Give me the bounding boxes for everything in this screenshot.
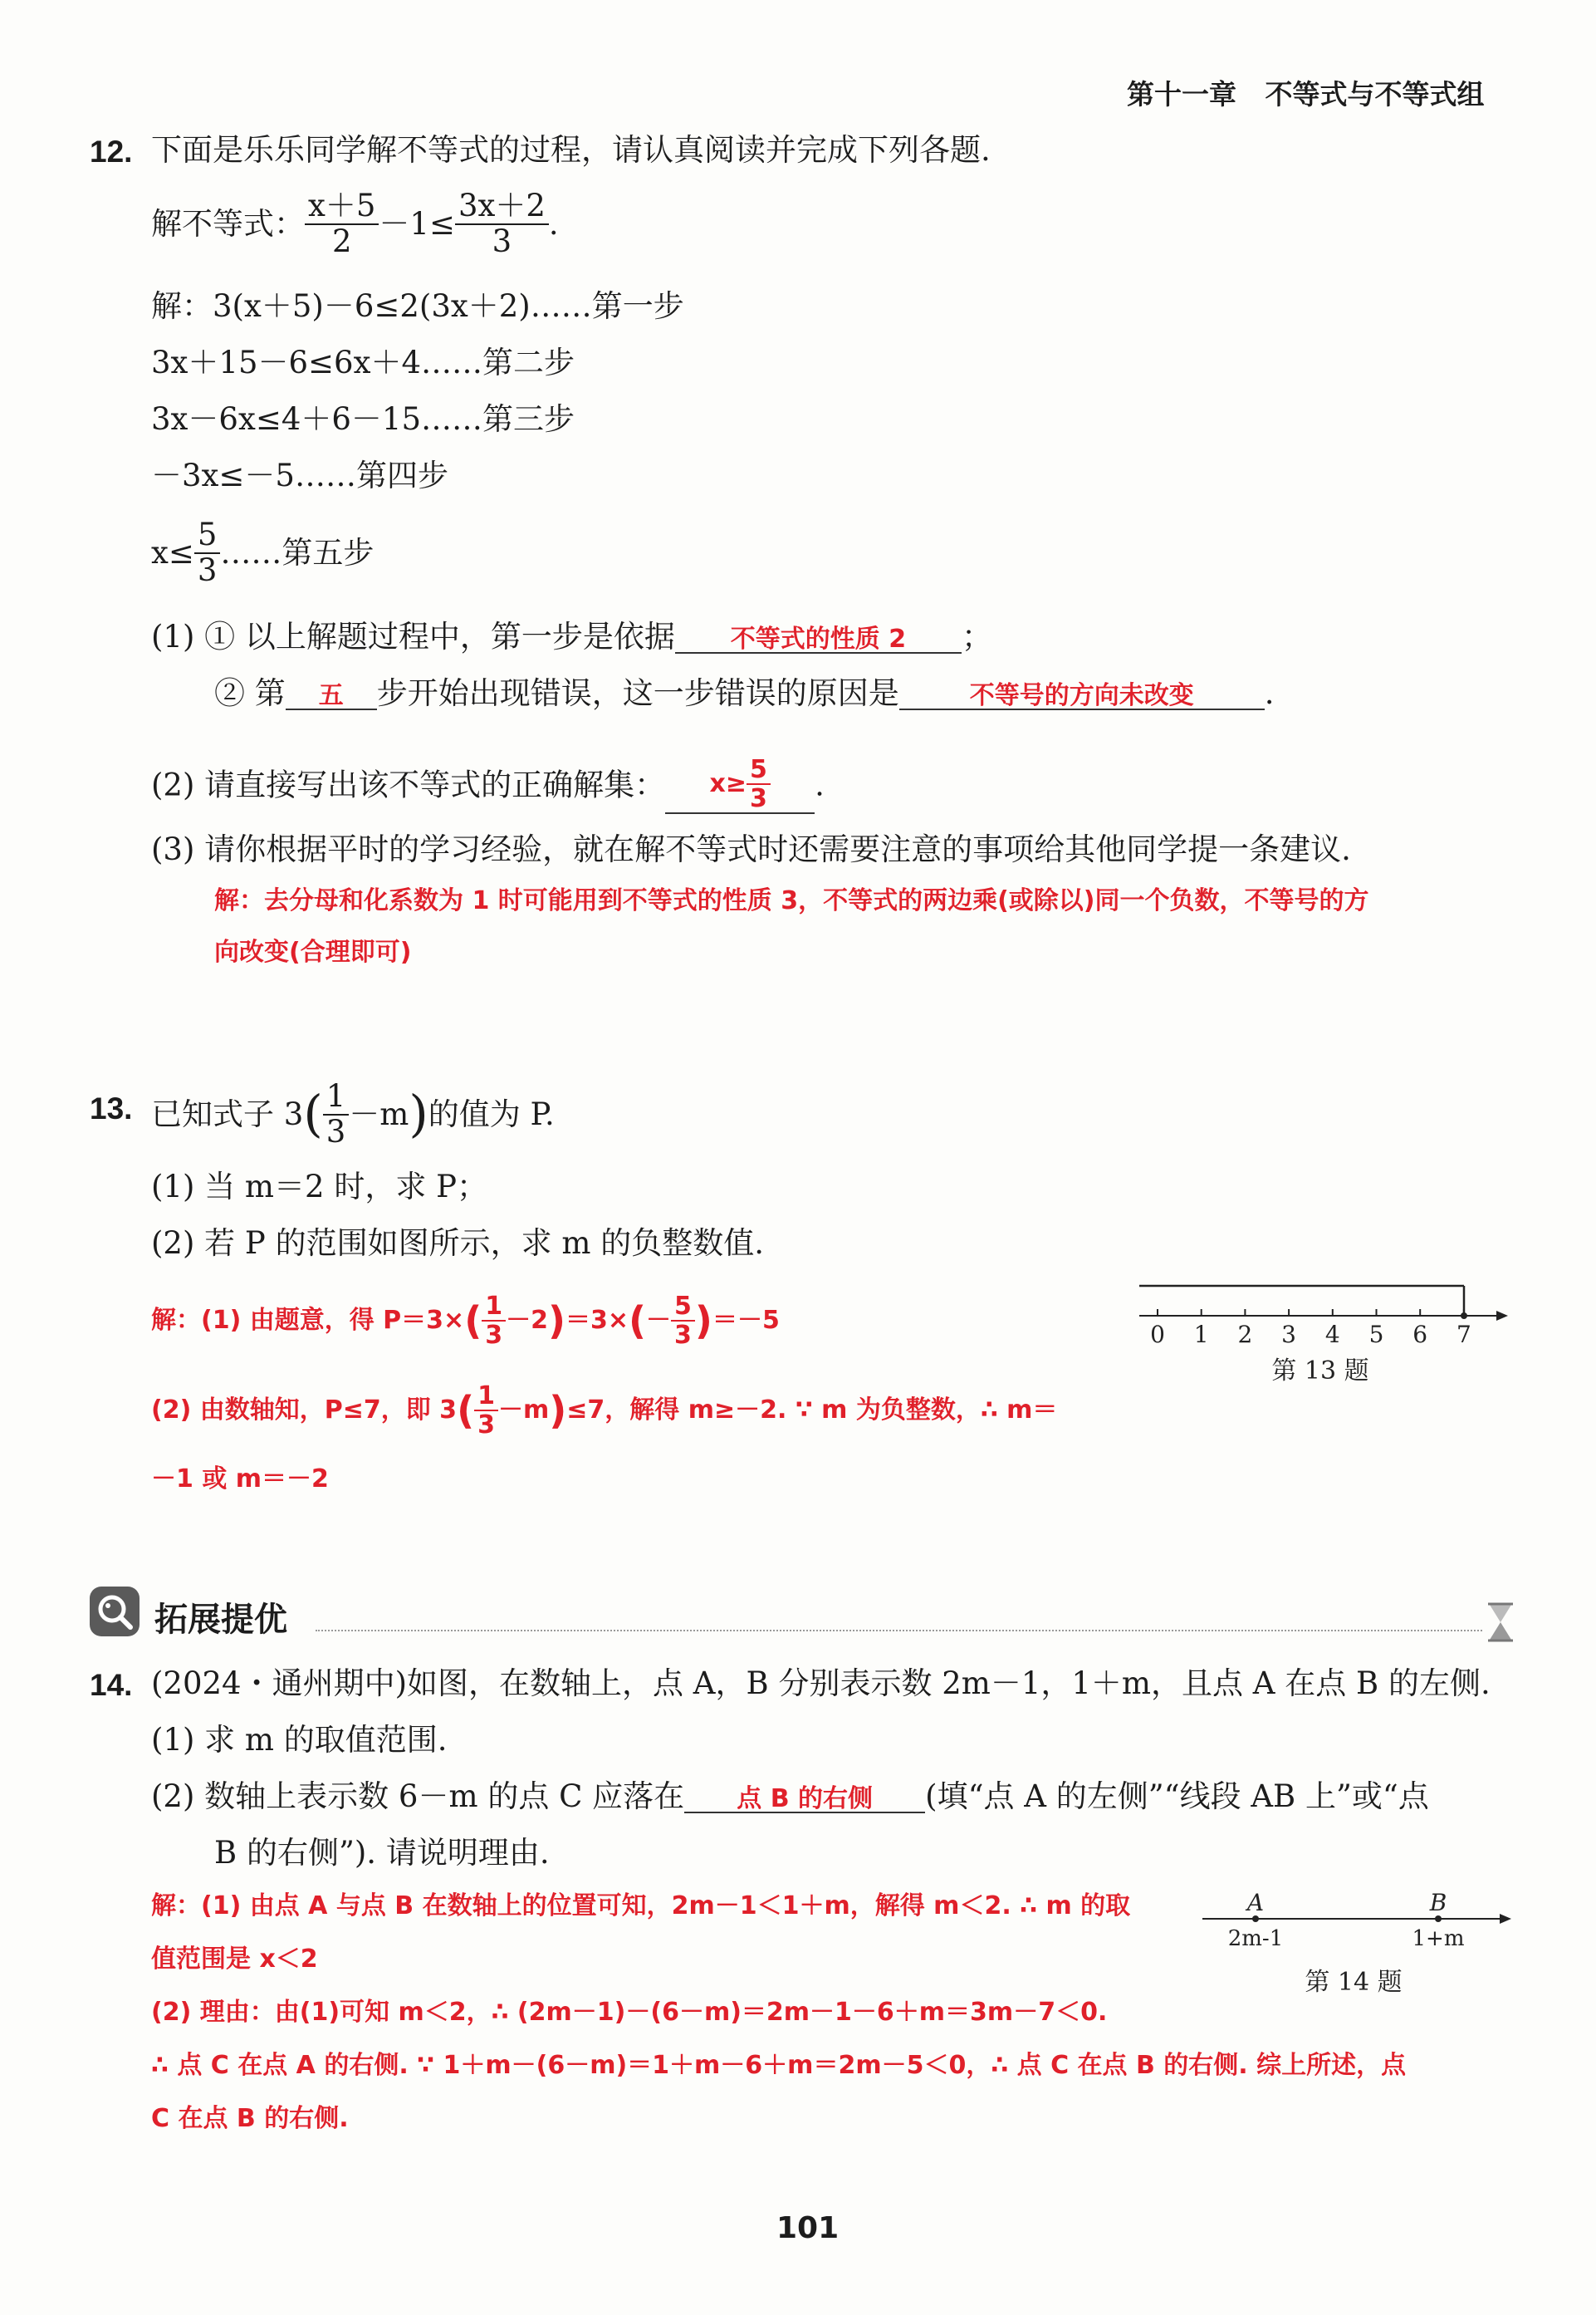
answer-blank-1b2 (899, 678, 1265, 710)
given-fraction-1: $\frac{x+5}{2}$ (305, 189, 379, 258)
q12-given: 解不等式： $\frac{x+5}{2}$ －1≤ $\frac{3x+2}{3}$ . (151, 188, 559, 259)
tick-label: 4 (1324, 1321, 1340, 1348)
q12-answer3-line2: 向改变(合理即可) (214, 938, 412, 967)
q13-part2: (2) 若 P 的范围如图所示，求 m 的负整数值. (151, 1225, 764, 1261)
q13-figure-caption: 第 13 题 (1271, 1356, 1369, 1386)
q13-stem-fraction: $\frac{1}{3}$ (323, 1080, 350, 1149)
tick-label: 6 (1412, 1321, 1428, 1348)
tick-label: 3 (1281, 1321, 1297, 1348)
q14-figure-caption: 第 14 题 (1305, 1968, 1403, 1997)
step5-fraction: $\frac{5}{3}$ (194, 518, 221, 587)
axis-arrow (1496, 1311, 1508, 1321)
q12-number: 12. (90, 135, 133, 169)
q14-answer3: (2) 理由：由(1)可知 m＜2，∴ (2m－1)－(6－m)＝2m－1－6＋m＝3m－7＜0. (151, 1998, 1108, 2027)
q12-step4: －3x≤－5……第四步 (151, 458, 448, 493)
q14-answer5: C 在点 B 的右侧. (151, 2104, 349, 2133)
answer-q14: 点 B 的右侧 (737, 1784, 874, 1813)
q12-step1: 解：3(x＋5)－6≤2(3x＋2)……第一步 (151, 288, 684, 324)
q14-number: 14. (90, 1668, 133, 1702)
point-b (1435, 1915, 1442, 1922)
tick-label: 5 (1368, 1321, 1384, 1348)
page-number: 101 (776, 2211, 840, 2245)
q13-answer3: －1 或 m＝－2 (151, 1464, 329, 1493)
q12-step3: 3x－6x≤4＋6－15……第三步 (151, 401, 575, 437)
q12-stem: 下面是乐乐同学解不等式的过程，请认真阅读并完成下列各题. (151, 132, 991, 168)
answer-1b: 五 (318, 681, 344, 710)
q14-part2: (2) 数轴上表示数 6－m 的点 C 应落在 点 B 的右侧 (填“点 A 的左侧”“线段 AB 上”或“点 (151, 1778, 1429, 1814)
q13-answer2: (2) 由数轴知，P≤7，即 3( $\frac{1}{3}$ －m)≤7，解得 m≥－2. ∵ m 为负整数，∴ m＝ (151, 1381, 1058, 1440)
q12-step2: 3x＋15－6≤6x＋4……第二步 (151, 345, 575, 380)
given-mid: －1≤ (379, 206, 455, 243)
q14-number-line-figure (1196, 1877, 1520, 2002)
q14-answer4: ∴ 点 C 在点 A 的右侧. ∵ 1＋m－(6－m)＝1＋m－6＋m＝2m－5＜0，∴ 点 C 在点 B 的右侧. 综上所述，点 (151, 2051, 1407, 2080)
q13-part1: (1) 当 m＝2 时，求 P； (151, 1169, 487, 1204)
section-divider (316, 1630, 1482, 1631)
hourglass-icon (1486, 1601, 1515, 1646)
answer-1b2: 不等号的方向未改变 (969, 681, 1194, 710)
q13-stem: 已知式子 3( $\frac{1}{3}$ －m)的值为 P. (151, 1078, 555, 1150)
q13-number-line-figure (1138, 1271, 1520, 1395)
answer-blank-1a (675, 621, 962, 654)
axis-arrow (1500, 1914, 1511, 1924)
label-a: A (1246, 1889, 1265, 1916)
q14-stem: (2024・通州期中)如图，在数轴上，点 A，B 分别表示数 2m－1，1＋m，且点 A 在点 B 的左侧. (151, 1665, 1491, 1701)
q12-part1b: ② 第 五 步开始出现错误，这一步错误的原因是 不等号的方向未改变 . (214, 675, 1275, 711)
chapter-title: 不等式与不等式组 (1265, 78, 1485, 110)
magnifier-icon (90, 1587, 140, 1636)
answer-1a: 不等式的性质 2 (730, 625, 907, 654)
q14-answer2: 值范围是 x＜2 (151, 1945, 318, 1974)
q12-part1a: (1) ① 以上解题过程中，第一步是依据 不等式的性质 2 ； (151, 619, 992, 655)
q14-part1: (1) 求 m 的取值范围. (151, 1722, 448, 1758)
point-a (1252, 1915, 1259, 1922)
q12-step5: x≤ $\frac{5}{3}$ ……第五步 (151, 517, 375, 588)
answer-blank-2: x≥ $\frac{5}{3}$ (665, 756, 815, 814)
chapter-header (1127, 73, 1484, 112)
chapter-number: 第十一章 (1127, 78, 1236, 110)
q14-part2-line2: B 的右侧”). 请说明理由. (214, 1835, 550, 1871)
tick-label: 0 (1150, 1321, 1165, 1348)
q12-part3: (3) 请你根据平时的学习经验，就在解不等式时还需要注意的事项给其他同学提一条建议. (151, 831, 1351, 867)
q12-part2: (2) 请直接写出该不等式的正确解集： x≥ $\frac{5}{3}$ . (151, 755, 825, 813)
section-title: 拓展提优 (154, 1601, 287, 1639)
given-fraction-2: $\frac{3x+2}{3}$ (455, 189, 549, 258)
value-b: 1+m (1412, 1926, 1465, 1951)
label-b: B (1429, 1889, 1447, 1916)
answer-blank-1b (286, 678, 377, 710)
tick-label: 1 (1193, 1321, 1209, 1348)
q14-answer1: 解：(1) 由点 A 与点 B 在数轴上的位置可知，2m－1＜1＋m，解得 m＜2. ∴ m 的取 (151, 1891, 1131, 1920)
value-a: 2m-1 (1227, 1926, 1284, 1951)
given-label: 解不等式： (151, 206, 305, 243)
q13-number: 13. (90, 1091, 133, 1126)
answer-blank-q14 (684, 1781, 925, 1813)
answer-2-fraction: $\frac{5}{3}$ (747, 756, 771, 812)
tick-label: 2 (1237, 1321, 1253, 1348)
q12-answer3-line1: 解：去分母和化系数为 1 时可能用到不等式的性质 3，不等式的两边乘(或除以)同一个负数，不等号的方 (214, 886, 1369, 915)
tick-label: 7 (1456, 1321, 1471, 1348)
q13-answer1: 解：(1) 由题意，得 P＝3×( $\frac{1}{3}$ －2)＝3×(－ $\frac{5}{3}$ )＝－5 (151, 1292, 780, 1350)
